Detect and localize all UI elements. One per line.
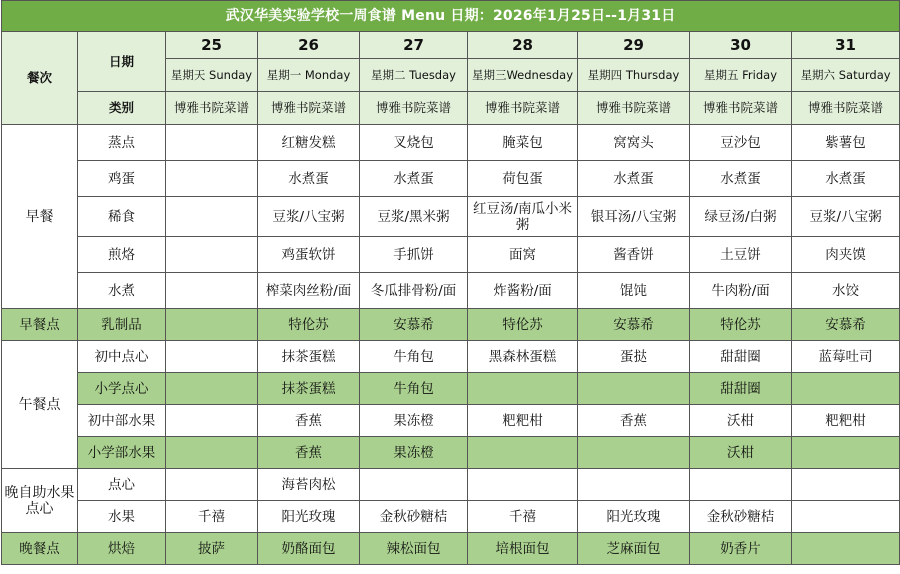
item-label: 水果 — [78, 501, 166, 533]
menu-cell: 荷包蛋 — [468, 161, 578, 197]
day-number: 25 — [166, 32, 258, 59]
category-label: 博雅书院菜谱 — [468, 92, 578, 125]
weekday-label: 星期天 Sunday — [166, 59, 258, 92]
menu-cell: 金秋砂糖桔 — [690, 501, 792, 533]
category-label: 博雅书院菜谱 — [792, 92, 900, 125]
menu-cell: 特伦苏 — [690, 309, 792, 341]
menu-cell: 豆沙包 — [690, 125, 792, 161]
menu-cell — [166, 161, 258, 197]
menu-cell: 抹茶蛋糕 — [258, 341, 360, 373]
item-label: 稀食 — [78, 197, 166, 237]
menu-cell: 千禧 — [166, 501, 258, 533]
item-label: 小学点心 — [78, 373, 166, 405]
menu-table — [1, 0, 900, 565]
menu-cell: 粑粑柑 — [468, 405, 578, 437]
menu-cell: 特伦苏 — [258, 309, 360, 341]
menu-cell — [166, 469, 258, 501]
menu-cell: 奶香片 — [690, 533, 792, 565]
menu-cell: 阳光玫瑰 — [578, 501, 690, 533]
table-row — [2, 197, 900, 237]
menu-cell: 叉烧包 — [360, 125, 468, 161]
menu-cell — [166, 373, 258, 405]
menu-cell: 海苔肉松 — [258, 469, 360, 501]
menu-cell: 安慕希 — [578, 309, 690, 341]
menu-cell: 牛肉粉/面 — [690, 273, 792, 309]
menu-cell: 水煮蛋 — [360, 161, 468, 197]
menu-cell: 牛角包 — [360, 341, 468, 373]
menu-cell: 辣松面包 — [360, 533, 468, 565]
menu-cell: 水煮蛋 — [690, 161, 792, 197]
menu-cell: 红豆汤/南瓜小米粥 — [468, 197, 578, 237]
menu-cell — [690, 469, 792, 501]
weekday-label: 星期二 Tuesday — [360, 59, 468, 92]
item-label: 初中点心 — [78, 341, 166, 373]
menu-cell: 紫薯包 — [792, 125, 900, 161]
menu-cell: 黑森林蛋糕 — [468, 341, 578, 373]
menu-cell — [360, 469, 468, 501]
menu-cell — [578, 469, 690, 501]
item-label: 点心 — [78, 469, 166, 501]
menu-cell: 肉夹馍 — [792, 237, 900, 273]
meal-lunch-snack: 午餐点 — [2, 341, 78, 469]
menu-cell — [578, 437, 690, 469]
menu-cell: 面窝 — [468, 237, 578, 273]
menu-cell: 银耳汤/八宝粥 — [578, 197, 690, 237]
menu-cell: 芝麻面包 — [578, 533, 690, 565]
weekday-label: 星期五 Friday — [690, 59, 792, 92]
menu-cell: 鸡蛋软饼 — [258, 237, 360, 273]
table-row — [2, 405, 900, 437]
table-row — [2, 237, 900, 273]
menu-cell: 豆浆/黑米粥 — [360, 197, 468, 237]
day-number: 31 — [792, 32, 900, 59]
menu-cell: 冬瓜排骨粉/面 — [360, 273, 468, 309]
weekday-label: 星期四 Thursday — [578, 59, 690, 92]
menu-cell — [468, 373, 578, 405]
menu-cell — [166, 309, 258, 341]
item-label: 乳制品 — [78, 309, 166, 341]
menu-cell: 沃柑 — [690, 405, 792, 437]
day-number: 28 — [468, 32, 578, 59]
menu-cell: 安慕希 — [360, 309, 468, 341]
menu-cell: 炸酱粉/面 — [468, 273, 578, 309]
meal-evening: 晚自助水果点心 — [2, 469, 78, 533]
item-label: 水煮 — [78, 273, 166, 309]
item-label: 煎烙 — [78, 237, 166, 273]
menu-cell: 绿豆汤/白粥 — [690, 197, 792, 237]
menu-cell — [166, 125, 258, 161]
menu-cell: 安慕希 — [792, 309, 900, 341]
table-row — [2, 469, 900, 501]
menu-cell — [166, 197, 258, 237]
category-label: 博雅书院菜谱 — [578, 92, 690, 125]
category-label: 博雅书院菜谱 — [166, 92, 258, 125]
menu-cell: 香蕉 — [578, 405, 690, 437]
menu-cell — [166, 437, 258, 469]
menu-cell: 甜甜圈 — [690, 341, 792, 373]
menu-cell: 馄饨 — [578, 273, 690, 309]
menu-cell: 手抓饼 — [360, 237, 468, 273]
table-row — [2, 373, 900, 405]
category-label: 博雅书院菜谱 — [690, 92, 792, 125]
item-label: 鸡蛋 — [78, 161, 166, 197]
meal-breakfast-snack: 早餐点 — [2, 309, 78, 341]
menu-cell: 奶酪面包 — [258, 533, 360, 565]
menu-cell: 水煮蛋 — [258, 161, 360, 197]
menu-cell — [166, 405, 258, 437]
table-row — [2, 161, 900, 197]
menu-cell: 豆浆/八宝粥 — [792, 197, 900, 237]
date-header: 日期 — [78, 32, 166, 92]
menu-cell — [166, 341, 258, 373]
menu-cell: 酱香饼 — [578, 237, 690, 273]
day-number: 30 — [690, 32, 792, 59]
weekday-label: 星期一 Monday — [258, 59, 360, 92]
menu-cell: 蓝莓吐司 — [792, 341, 900, 373]
menu-cell: 阳光玫瑰 — [258, 501, 360, 533]
table-row — [2, 309, 900, 341]
menu-cell: 果冻橙 — [360, 437, 468, 469]
meal-header: 餐次 — [2, 32, 78, 125]
item-label: 蒸点 — [78, 125, 166, 161]
menu-cell: 千禧 — [468, 501, 578, 533]
menu-cell: 培根面包 — [468, 533, 578, 565]
menu-cell: 粑粑柑 — [792, 405, 900, 437]
category-label: 博雅书院菜谱 — [258, 92, 360, 125]
menu-cell: 牛角包 — [360, 373, 468, 405]
menu-cell: 榨菜肉丝粉/面 — [258, 273, 360, 309]
menu-cell — [578, 373, 690, 405]
menu-cell — [166, 273, 258, 309]
menu-cell: 披萨 — [166, 533, 258, 565]
menu-cell — [792, 533, 900, 565]
menu-cell — [166, 237, 258, 273]
menu-cell — [792, 469, 900, 501]
menu-cell: 果冻橙 — [360, 405, 468, 437]
menu-cell: 红糖发糕 — [258, 125, 360, 161]
item-label: 烘焙 — [78, 533, 166, 565]
weekday-label: 星期三Wednesday — [468, 59, 578, 92]
day-number: 29 — [578, 32, 690, 59]
menu-cell: 腌菜包 — [468, 125, 578, 161]
menu-cell — [792, 437, 900, 469]
menu-cell: 窝窝头 — [578, 125, 690, 161]
category-label: 博雅书院菜谱 — [360, 92, 468, 125]
menu-cell — [792, 501, 900, 533]
item-label: 小学部水果 — [78, 437, 166, 469]
menu-cell: 水煮蛋 — [578, 161, 690, 197]
menu-cell: 金秋砂糖桔 — [360, 501, 468, 533]
meal-breakfast: 早餐 — [2, 125, 78, 309]
menu-cell: 甜甜圈 — [690, 373, 792, 405]
day-number: 27 — [360, 32, 468, 59]
menu-cell: 豆浆/八宝粥 — [258, 197, 360, 237]
menu-cell: 香蕉 — [258, 405, 360, 437]
category-header: 类别 — [78, 92, 166, 125]
weekday-label: 星期六 Saturday — [792, 59, 900, 92]
menu-cell: 抹茶蛋糕 — [258, 373, 360, 405]
menu-cell: 水煮蛋 — [792, 161, 900, 197]
menu-cell: 香蕉 — [258, 437, 360, 469]
table-row — [2, 125, 900, 161]
table-row — [2, 533, 900, 565]
table-row — [2, 437, 900, 469]
meal-dinner-snack: 晚餐点 — [2, 533, 78, 565]
menu-cell: 特伦苏 — [468, 309, 578, 341]
menu-cell — [468, 469, 578, 501]
table-row — [2, 273, 900, 309]
menu-cell — [792, 373, 900, 405]
menu-cell — [468, 437, 578, 469]
menu-cell: 沃柑 — [690, 437, 792, 469]
day-number: 26 — [258, 32, 360, 59]
page-title: 武汉华美实验学校一周食谱 Menu 日期：2026年1月25日--1月31日 — [2, 1, 900, 32]
menu-cell: 土豆饼 — [690, 237, 792, 273]
item-label: 初中部水果 — [78, 405, 166, 437]
table-row — [2, 501, 900, 533]
table-row — [2, 341, 900, 373]
menu-cell: 水饺 — [792, 273, 900, 309]
menu-cell: 蛋挞 — [578, 341, 690, 373]
